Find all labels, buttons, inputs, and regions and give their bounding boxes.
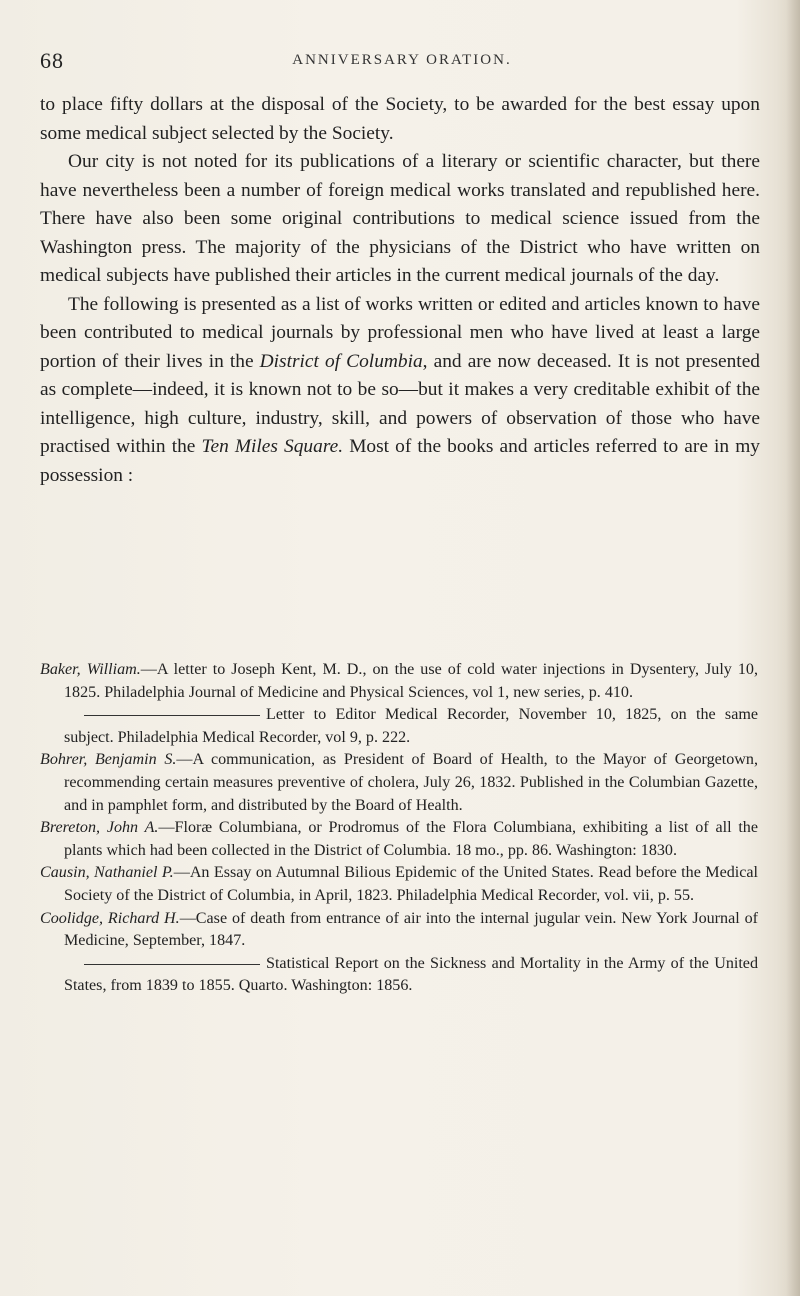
reference-text: Statistical Report on the Sickness and Mortality in the Army of the United States, from 1839 to 1855. Quarto. Washington: 1856. xyxy=(64,954,758,995)
reference-author: Brereton, John A. xyxy=(40,819,159,837)
paragraph-3 xyxy=(40,291,760,491)
reference-author: Causin, Nathaniel P. xyxy=(40,864,174,882)
reference-author: Baker, William. xyxy=(40,661,141,678)
reference-text: —Case of death from entrance of air into the internal jugular vein. New York Journal of Medicine, September, 1847. xyxy=(64,909,758,950)
paragraph-3-part-3: Most of the books and articles referred to are in my possession : xyxy=(40,436,760,486)
reference-text: Letter to Editor Medical Recorder, November 10, 1825, on the same subject. Philadelphia Medical Recorder, vol 9, p. 222. xyxy=(64,706,758,746)
page-edge-shadow xyxy=(786,0,800,1296)
reference-text: —Floræ Columbiana, or Prodromus of the Flora Columbiana, exhibiting a list of all the plants which had been collected in the District of Columbia. 18 mo., pp. 86. Washington: 1830. xyxy=(64,819,758,859)
paragraph-3-italic-2: Ten Miles Square. xyxy=(201,436,344,457)
reference-item xyxy=(40,817,758,862)
paragraph-3-italic-1: District of Columbia xyxy=(259,350,423,372)
running-head: ANNIVERSARY ORATION. xyxy=(292,52,512,68)
ditto-rule xyxy=(84,964,260,965)
reference-author: Coolidge, Richard H. xyxy=(40,909,180,927)
reference-text: —A communication, as President of Board of Health, to the Mayor of Georgetown, recommending certain measures preventive of cholera, July 26, 1832. Published in the Columbian Gazette, and in pamphlet form, and distributed by the Board of Health. xyxy=(64,751,758,814)
reference-text: —A letter to Joseph Kent, M. D., on the use of cold water injections in Dysentery, July 10, 1825. Philadelphia Journal of Medicine and Physical Sciences, vol 1, new series, p. 410. xyxy=(64,661,758,701)
reference-item xyxy=(40,659,758,704)
reference-text: —An Essay on Autumnal Bilious Epidemic of the United States. Read before the Medical Society of the District of Columbia, in April, 1823. Philadelphia Medical Recorder, vol. vii, p. 55. xyxy=(64,864,758,904)
paragraph-3-part-1: The following is presented as a list of works written or edited and articles known to have been contributed to medical journals by professional men who have lived at least a large portion of their lives in the xyxy=(40,293,760,372)
reference-item xyxy=(40,704,758,749)
reference-item xyxy=(40,862,758,907)
page-header xyxy=(40,48,764,78)
paragraph-3-part-2: , and are now deceased. It is not presented as complete—indeed, it is known not to be so—but it makes a very creditable exhibit of the intelligence, high culture, industry, skill, and powers of observation of those who have practised within the xyxy=(40,350,760,457)
body-text xyxy=(40,91,760,490)
ditto-rule xyxy=(84,715,260,716)
page-number: 68 xyxy=(40,48,64,73)
paragraph-2: Our city is not noted for its publications of a literary or scientific character, but there have nevertheless been a number of foreign medical works translated and republished here. There have also been some original contributions to medical science issued from the Washington press. The majority of the physicians of the District who have written on medical subjects have published their articles in the current medical journals of the day. xyxy=(40,151,760,286)
reference-item xyxy=(40,749,758,817)
reference-item xyxy=(40,908,758,953)
paragraph-1: to place fifty dollars at the disposal of the Society, to be awarded for the best essay upon some medical subject selected by the Society. xyxy=(40,94,760,144)
reference-item xyxy=(40,953,758,998)
reference-author: Bohrer, Benjamin S. xyxy=(40,751,177,769)
reference-list xyxy=(40,659,758,998)
